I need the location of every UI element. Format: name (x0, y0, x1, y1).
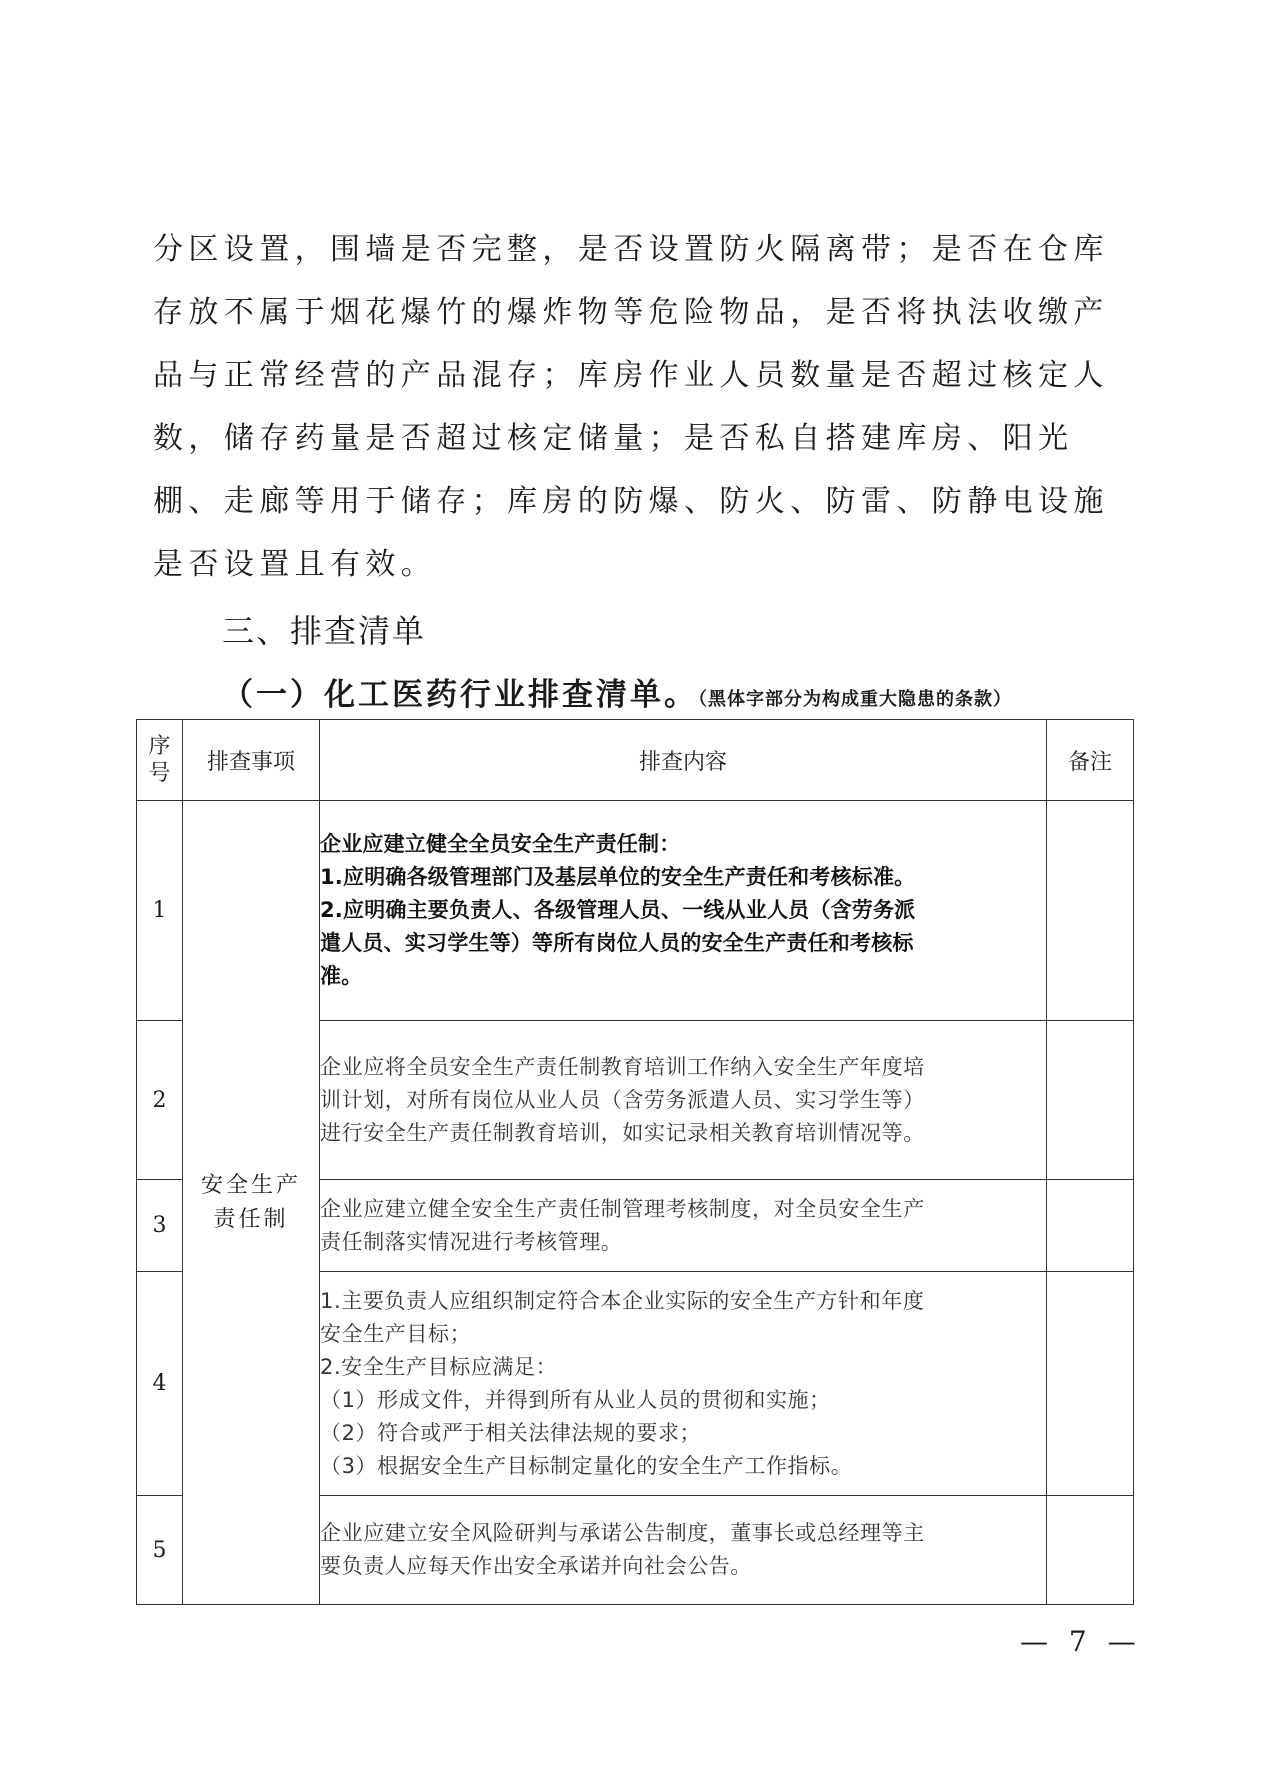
row-remark (1047, 1496, 1134, 1605)
row-content (320, 1272, 1047, 1496)
content-line: 企业应建立安全风险研判与承诺公告制度，董事长或总经理等主 (320, 1521, 925, 1545)
row-no: 3 (137, 1180, 183, 1272)
header-content: 排查内容 (320, 720, 1047, 801)
row-content (320, 1496, 1047, 1605)
content-line: （3）根据安全生产目标制定量化的安全生产工作指标。 (320, 1453, 853, 1478)
content-line: 企业应将全员安全生产责任制教育培训工作纳入安全生产年度培 (320, 1054, 925, 1079)
row-no: 5 (137, 1496, 183, 1605)
header-remark: 备注 (1047, 720, 1134, 801)
content-line: 安全生产目标； (320, 1321, 472, 1346)
table-header-row (137, 720, 1134, 801)
group-item-line1: 安全生产 (200, 1172, 301, 1198)
content-line: 责任制落实情况进行考核管理。 (320, 1229, 623, 1254)
table-row (137, 801, 1134, 1021)
row-group-item (183, 801, 320, 1605)
subsection-note: （黑体字部分为构成重大隐患的条款） (698, 689, 1012, 710)
content-line: 1.主要负责人应组织制定符合本企业实际的安全生产方针和年度 (320, 1288, 925, 1313)
content-line: 遣人员、实习学生等）等所有岗位人员的安全生产责任和考核标 (320, 931, 914, 955)
content-line: 企业应建立健全安全生产责任制管理考核制度，对全员安全生产 (320, 1196, 925, 1221)
header-item: 排查事项 (183, 720, 320, 801)
row-remark (1047, 1272, 1134, 1496)
subsection-title: （一）化工医药行业排查清单。 (222, 677, 698, 713)
page-number: — 7 — (1020, 1625, 1142, 1658)
content-line: （2）符合或严于相关法律法规的要求； (320, 1420, 702, 1445)
content-line: 准。 (320, 964, 363, 988)
header-no-line2: 号 (148, 761, 171, 786)
header-no (137, 720, 183, 801)
content-line: （1）形成文件，并得到所有从业人员的贯彻和实施； (320, 1387, 831, 1412)
subsection-heading (222, 669, 1012, 714)
content-line: 企业应建立健全全员安全生产责任制： (320, 832, 681, 856)
row-content (320, 801, 1047, 1021)
section-heading: 三、排查清单 (222, 612, 427, 650)
header-no-line1: 序 (148, 734, 171, 759)
row-no: 2 (137, 1021, 183, 1180)
row-no: 1 (137, 801, 183, 1021)
row-no: 4 (137, 1272, 183, 1496)
row-content (320, 1180, 1047, 1272)
content-line: 1.应明确各级管理部门及基层单位的安全生产责任和考核标准。 (320, 865, 916, 889)
group-item-line2: 责任制 (213, 1206, 289, 1232)
content-line: 2.应明确主要负责人、各级管理人员、一线从业人员（含劳务派 (320, 898, 916, 922)
checklist-table (136, 719, 1134, 1605)
row-remark (1047, 1180, 1134, 1272)
content-line: 2.安全生产目标应满足： (320, 1354, 558, 1379)
content-line: 要负责人应每天作出安全承诺并向社会公告。 (320, 1554, 752, 1578)
intro-paragraph: 分区设置，围墙是否完整，是否设置防火隔离带；是否在仓库存放不属于烟花爆竹的爆炸物等危险物品，是否将执法收缴产品与正常经营的产品混存；库房作业人员数量是否超过核定人数，储存药量是否超过核定储量；是否私自搭建库房、阳光棚、走廊等用于储存；库房的防爆、防火、防雷、防静电设施是否设置且有效。 (153, 232, 1109, 582)
row-remark (1047, 801, 1134, 1021)
content-line: 进行安全生产责任制教育培训，如实记录相关教育培训情况等。 (320, 1120, 925, 1145)
row-remark (1047, 1021, 1134, 1180)
row-content (320, 1021, 1047, 1180)
content-line: 训计划，对所有岗位从业人员（含劳务派遣人员、实习学生等） (320, 1087, 925, 1112)
